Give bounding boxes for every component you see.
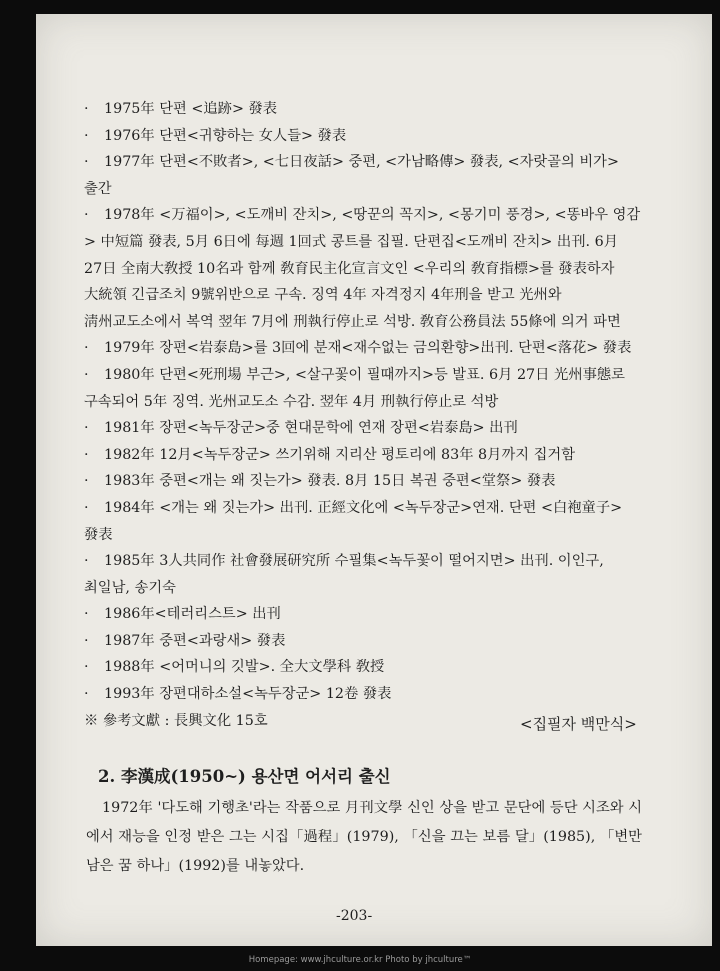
chronology-item-1980: · 1980年 단편<死刑場 부근>, <살구꽃이 필때까지>등 발표. 6月 27日 光州事態로 구속되어 5年 징역. 光州교도소 수감. 翌年 4月 刑執行停止로 석방 (84, 366, 625, 410)
section-title: 2. 李漢成(1950~) 용산면 어서리 출신 (98, 767, 391, 786)
compiler-credit: <집필자 백만식> (520, 715, 637, 733)
chronology-item-1981: · 1981年 장편<녹두장군>중 현대문학에 연재 장편<岩泰島> 出刊 (84, 420, 518, 437)
chronology-item-1982: · 1982年 12月<녹두장군> 쓰기위해 지리산 평토리에 83年 8月까지 집거함 (84, 446, 576, 463)
chronology-item-1986: · 1986年<테러리스트> 出刊 (84, 606, 281, 623)
reference-note: ※ 參考文獻 : 長興文化 15호 (84, 712, 268, 729)
page-number: -203- (336, 908, 373, 924)
chronology-item-1978: · 1978年 <万福이>, <도깨비 잔치>, <땅꾼의 꼭지>, <몽기미 풍경>, <똥바우 영감> 中短篇 發表, 5月 6日에 每週 1回式 콩트를 집필. 단편집<도깨비 잔치> 出刊. 6月 27日 全南大敎授 10名과 함께 敎育民主化宣言文인 <우리의 敎育指標>를 發表하자 大統領 긴급조치 9號위반으로 구속. 징역 4年 자격정지 4年刑을 받고 光州와 淸州교도소에서 복역 翌年 7月에 刑執行停止로 석방. 敎育公務員法 55條에 의거 파면 (84, 207, 641, 330)
chronology-list (84, 96, 644, 734)
chronology-item-1979: · 1979年 장편<岩泰島>를 3回에 분재<재수없는 금의환향>出刊. 단편<落花> 發表 (84, 340, 632, 357)
chronology-item-1987: · 1987年 중편<과랑새> 發表 (84, 632, 286, 649)
chronology-item-1984: · 1984年 <개는 왜 짓는가> 出刊. 正經文化에 <녹두장군>연재. 단편 <白袍童子> 發表 (84, 499, 623, 543)
body-paragraph: 1972年 '다도해 기행초'라는 작품으로 月刊文學 신인 상을 받고 문단에 등단 시조와 시에서 재능을 인정 받은 그는 시집「過程」(1979), 「신을 끄는 보름 달」(1985), 「변만 남은 꿈 하나」(1992)를 내놓았다. (86, 800, 642, 874)
chronology-item-1983: · 1983年 중편<개는 왜 짓는가> 發表. 8月 15日 복권 중편<堂祭> 發表 (84, 473, 556, 490)
chronology-item-1988: · 1988年 <어머니의 깃발>. 全大文學科 敎授 (84, 659, 385, 676)
photo-credit-footer: Homepage: www.jhculture.or.kr Photo by jhculture™ (248, 955, 472, 965)
chronology-item-1976: · 1976年 단편<귀향하는 女人들> 發表 (84, 127, 347, 144)
chronology-item-1993: · 1993年 장편대하소설<녹두장군> 12卷 發表 (84, 686, 392, 703)
chronology-item-1985: · 1985年 3人共同作 社會發展研究所 수필集<녹두꽃이 떨어지면> 出刊. 이인구, 최일남, 송기숙 (84, 553, 604, 596)
chronology-item-1977: · 1977年 단편<不敗者>, <七日夜話> 중편, <가남略傳> 發表, <자랏골의 비가> 출간 (84, 154, 619, 197)
chronology-item-1975: · 1975年 단편 <追跡> 發表 (84, 101, 278, 117)
